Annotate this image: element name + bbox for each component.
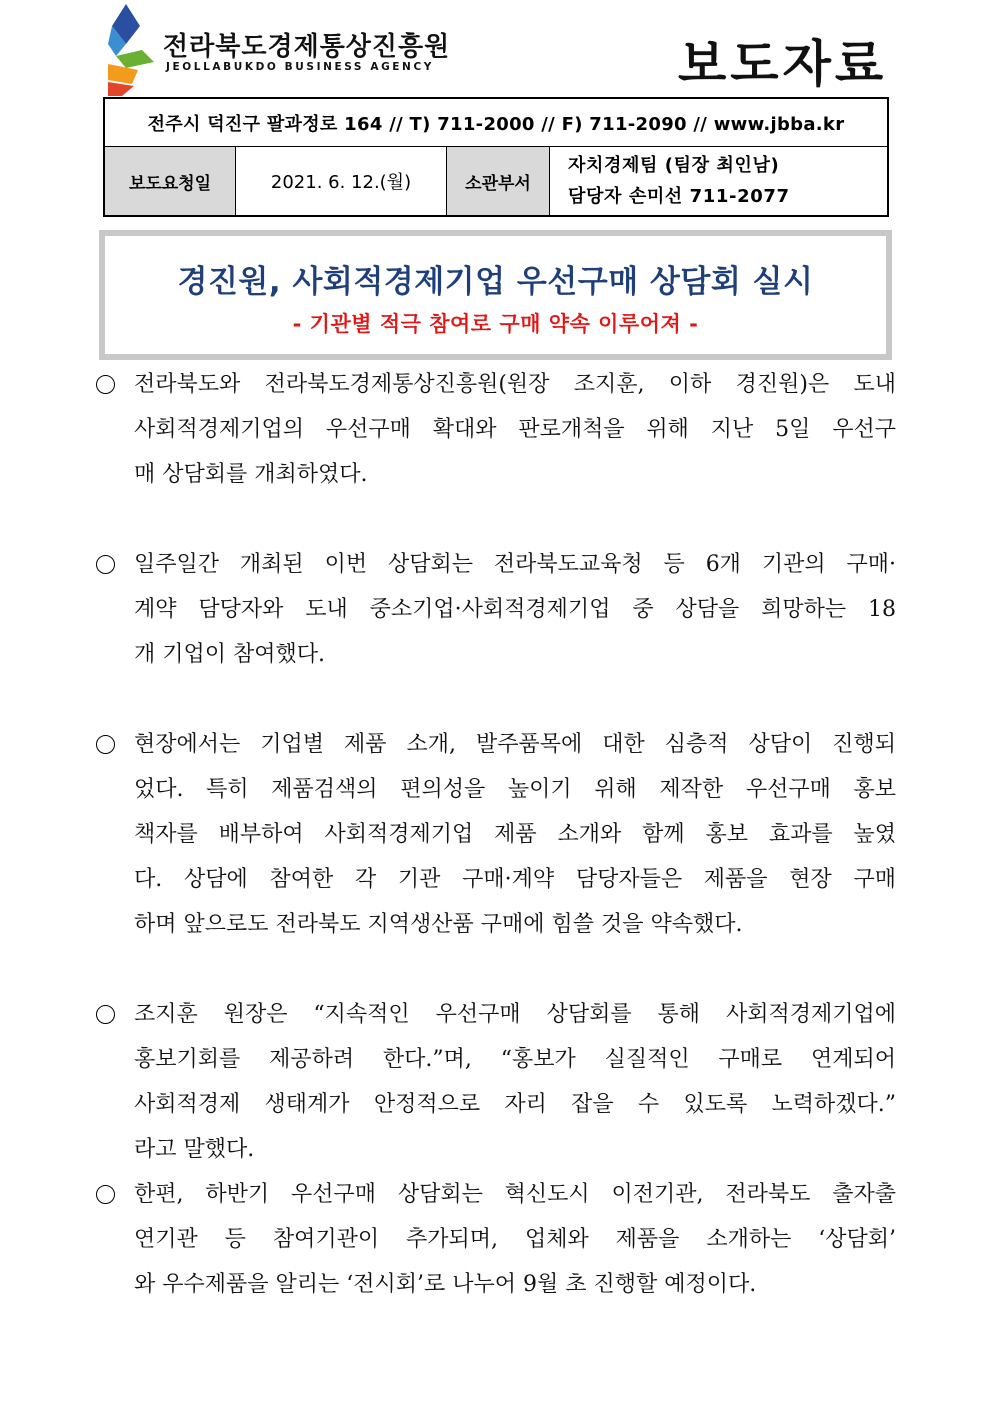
- document-type-title: 보도자료: [678, 35, 888, 93]
- org-name-english: JEOLLABUKDO BUSINESS AGENCY: [166, 61, 434, 73]
- dept-team: 자치경제팀 (팀장 최인남): [568, 155, 780, 176]
- paragraph-line: 한편, 하반기 우선구매 상담회는 혁신도시 이전기관, 전라북도 출자출: [134, 1182, 896, 1207]
- circle-bullet-icon: [96, 555, 115, 574]
- paragraph-line: 매 상담회를 개최하였다.: [134, 462, 368, 487]
- info-table: [103, 97, 889, 217]
- org-name: 전라북도경제통상진흥원: [163, 32, 451, 62]
- paragraph-line: 사회적경제기업의 우선구매 확대와 판로개척을 위해 지난 5일 우선구: [134, 417, 896, 442]
- paragraph-2: [94, 542, 900, 682]
- request-date: 2021. 6. 12.(월): [236, 147, 447, 215]
- dept-info: [550, 147, 887, 215]
- paragraph-line: 홍보기회를 제공하려 한다.”며, “홍보가 실질적인 구매로 연계되어: [134, 1047, 896, 1072]
- contact-line: 전주시 덕진구 팔과정로 164 // T) 711-2000 // F) 711-2090 // www.jbba.kr: [105, 99, 887, 147]
- paragraph-line: 조지훈 원장은 “지속적인 우선구매 상담회를 통해 사회적경제기업에: [134, 1002, 896, 1027]
- dept-contact: 담당자 손미선 711-2077: [568, 186, 790, 207]
- headline-box: [99, 230, 892, 360]
- circle-bullet-icon: [96, 375, 115, 394]
- paragraph-5: [94, 1172, 900, 1312]
- paragraph-line: 연기관 등 참여기관이 추가되며, 업체와 제품을 소개하는 ‘상담회’: [134, 1227, 896, 1252]
- agency-logo-icon: [108, 4, 158, 96]
- paragraph-line: 개 기업이 참여했다.: [134, 642, 325, 667]
- document-header: [0, 0, 992, 96]
- paragraph-line: 다. 상담에 참여한 각 기관 구매·계약 담당자들은 제품을 현장 구매: [134, 867, 896, 892]
- circle-bullet-icon: [96, 735, 115, 754]
- request-date-label: 보도요청일: [105, 147, 236, 215]
- paragraph-line: 하며 앞으로도 전라북도 지역생산품 구매에 힘쓸 것을 약속했다.: [134, 912, 743, 937]
- paragraph-line: 라고 말했다.: [134, 1137, 255, 1162]
- paragraph-line: 일주일간 개최된 이번 상담회는 전라북도교육청 등 6개 기관의 구매·: [134, 552, 896, 577]
- paragraph-line: 와 우수제품을 알리는 ‘전시회’로 나누어 9월 초 진행할 예정이다.: [134, 1272, 757, 1297]
- headline-subtitle: - 기관별 적극 참여로 구매 약속 이루어져 -: [292, 312, 699, 336]
- circle-bullet-icon: [96, 1185, 115, 1204]
- paragraph-line: 책자를 배부하여 사회적경제기업 제품 소개와 함께 홍보 효과를 높였: [134, 822, 896, 847]
- paragraph-line: 었다. 특히 제품검색의 편의성을 높이기 위해 제작한 우선구매 홍보: [134, 777, 896, 802]
- headline-title: 경진원, 사회적경제기업 우선구매 상담회 실시: [177, 264, 814, 300]
- paragraph-line: 사회적경제 생태계가 안정적으로 자리 잡을 수 있도록 노력하겠다.”: [134, 1092, 896, 1117]
- paragraph-1: [94, 362, 900, 502]
- paragraph-line: 전라북도와 전라북도경제통상진흥원(원장 조지훈, 이하 경진원)은 도내: [134, 372, 896, 397]
- dept-label: 소관부서: [447, 147, 550, 215]
- paragraph-4: [94, 992, 900, 1172]
- paragraph-line: 현장에서는 기업별 제품 소개, 발주품목에 대한 심층적 상담이 진행되: [134, 732, 896, 757]
- circle-bullet-icon: [96, 1005, 115, 1024]
- paragraph-3: [94, 722, 900, 952]
- paragraph-line: 계약 담당자와 도내 중소기업·사회적경제기업 중 상담을 희망하는 18: [134, 597, 896, 622]
